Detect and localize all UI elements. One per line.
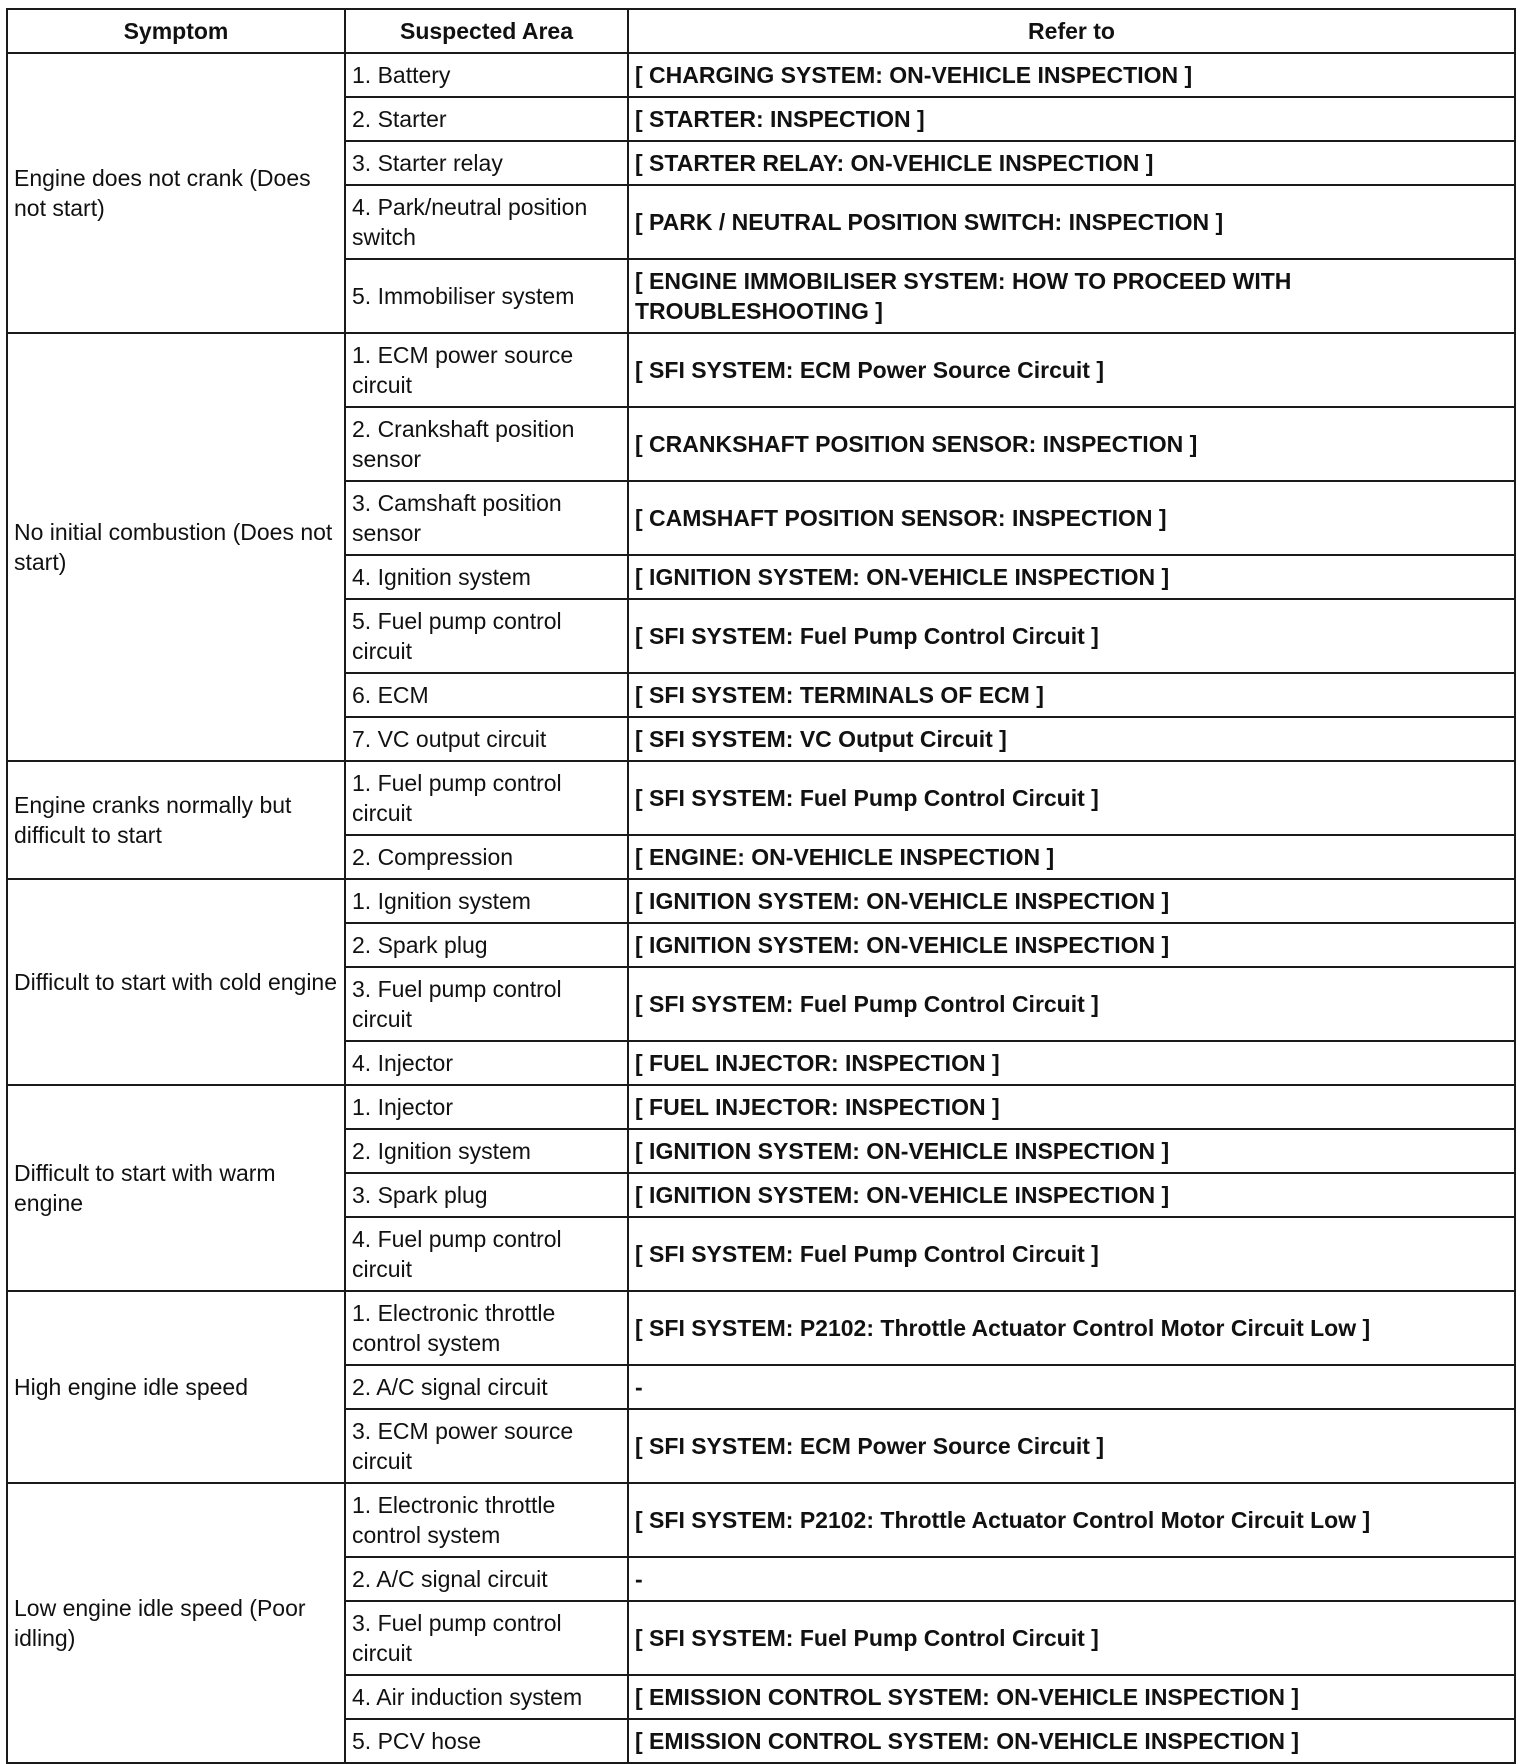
refer-to-cell: [ SFI SYSTEM: VC Output Circuit ] — [628, 717, 1515, 761]
table-row — [7, 1483, 1515, 1557]
suspected-area-cell: 2. A/C signal circuit — [345, 1365, 628, 1409]
suspected-area-cell: 3. Spark plug — [345, 1173, 628, 1217]
table-row — [7, 1085, 1515, 1129]
refer-to-cell: [ SFI SYSTEM: ECM Power Source Circuit ] — [628, 333, 1515, 407]
suspected-area-cell: 3. Starter relay — [345, 141, 628, 185]
suspected-area-cell: 2. Ignition system — [345, 1129, 628, 1173]
suspected-area-cell: 4. Fuel pump control circuit — [345, 1217, 628, 1291]
suspected-area-cell: 1. Battery — [345, 53, 628, 97]
refer-to-cell: [ SFI SYSTEM: Fuel Pump Control Circuit ] — [628, 1217, 1515, 1291]
refer-to-cell: [ IGNITION SYSTEM: ON-VEHICLE INSPECTION ] — [628, 1129, 1515, 1173]
symptom-cell: High engine idle speed — [7, 1291, 345, 1483]
suspected-area-cell: 5. PCV hose — [345, 1719, 628, 1763]
troubleshooting-table — [6, 8, 1516, 1764]
suspected-area-cell: 4. Ignition system — [345, 555, 628, 599]
suspected-area-cell: 4. Injector — [345, 1041, 628, 1085]
suspected-area-cell: 1. Electronic throttle control system — [345, 1291, 628, 1365]
refer-to-cell: [ EMISSION CONTROL SYSTEM: ON-VEHICLE INSPECTION ] — [628, 1675, 1515, 1719]
refer-to-cell: [ ENGINE: ON-VEHICLE INSPECTION ] — [628, 835, 1515, 879]
refer-to-cell: [ SFI SYSTEM: Fuel Pump Control Circuit ] — [628, 967, 1515, 1041]
refer-to-cell: [ ENGINE IMMOBILISER SYSTEM: HOW TO PROCEED WITH TROUBLESHOOTING ] — [628, 259, 1515, 333]
table-row — [7, 53, 1515, 97]
symptom-cell: No initial combustion (Does not start) — [7, 333, 345, 761]
refer-to-cell: [ IGNITION SYSTEM: ON-VEHICLE INSPECTION ] — [628, 923, 1515, 967]
suspected-area-cell: 2. A/C signal circuit — [345, 1557, 628, 1601]
symptom-cell: Difficult to start with cold engine — [7, 879, 345, 1085]
table-body — [7, 53, 1515, 1763]
refer-to-cell: [ IGNITION SYSTEM: ON-VEHICLE INSPECTION ] — [628, 555, 1515, 599]
header-suspected-area: Suspected Area — [345, 9, 628, 53]
refer-to-cell: [ CRANKSHAFT POSITION SENSOR: INSPECTION ] — [628, 407, 1515, 481]
suspected-area-cell: 3. Fuel pump control circuit — [345, 1601, 628, 1675]
suspected-area-cell: 5. Fuel pump control circuit — [345, 599, 628, 673]
table-row — [7, 1291, 1515, 1365]
suspected-area-cell: 3. ECM power source circuit — [345, 1409, 628, 1483]
suspected-area-cell: 3. Camshaft position sensor — [345, 481, 628, 555]
suspected-area-cell: 2. Compression — [345, 835, 628, 879]
refer-to-cell: [ SFI SYSTEM: P2102: Throttle Actuator Control Motor Circuit Low ] — [628, 1291, 1515, 1365]
refer-to-cell: [ FUEL INJECTOR: INSPECTION ] — [628, 1085, 1515, 1129]
table-row — [7, 879, 1515, 923]
refer-to-cell: [ SFI SYSTEM: Fuel Pump Control Circuit ] — [628, 1601, 1515, 1675]
suspected-area-cell: 1. Fuel pump control circuit — [345, 761, 628, 835]
refer-to-cell: [ CAMSHAFT POSITION SENSOR: INSPECTION ] — [628, 481, 1515, 555]
refer-to-cell: [ SFI SYSTEM: ECM Power Source Circuit ] — [628, 1409, 1515, 1483]
symptom-cell: Engine does not crank (Does not start) — [7, 53, 345, 333]
refer-to-cell: - — [628, 1557, 1515, 1601]
refer-to-cell: [ FUEL INJECTOR: INSPECTION ] — [628, 1041, 1515, 1085]
refer-to-cell: [ STARTER: INSPECTION ] — [628, 97, 1515, 141]
symptom-cell: Difficult to start with warm engine — [7, 1085, 345, 1291]
refer-to-cell: - — [628, 1365, 1515, 1409]
suspected-area-cell: 6. ECM — [345, 673, 628, 717]
refer-to-cell: [ SFI SYSTEM: TERMINALS OF ECM ] — [628, 673, 1515, 717]
header-row — [7, 9, 1515, 53]
header-refer-to: Refer to — [628, 9, 1515, 53]
refer-to-cell: [ PARK / NEUTRAL POSITION SWITCH: INSPECTION ] — [628, 185, 1515, 259]
suspected-area-cell: 3. Fuel pump control circuit — [345, 967, 628, 1041]
refer-to-cell: [ CHARGING SYSTEM: ON-VEHICLE INSPECTION ] — [628, 53, 1515, 97]
suspected-area-cell: 1. Injector — [345, 1085, 628, 1129]
suspected-area-cell: 1. Electronic throttle control system — [345, 1483, 628, 1557]
suspected-area-cell: 5. Immobiliser system — [345, 259, 628, 333]
suspected-area-cell: 1. ECM power source circuit — [345, 333, 628, 407]
table-row — [7, 333, 1515, 407]
suspected-area-cell: 2. Crankshaft position sensor — [345, 407, 628, 481]
suspected-area-cell: 2. Spark plug — [345, 923, 628, 967]
header-symptom: Symptom — [7, 9, 345, 53]
suspected-area-cell: 4. Park/neutral position switch — [345, 185, 628, 259]
symptom-cell: Low engine idle speed (Poor idling) — [7, 1483, 345, 1763]
refer-to-cell: [ SFI SYSTEM: Fuel Pump Control Circuit ] — [628, 599, 1515, 673]
table-row — [7, 761, 1515, 835]
suspected-area-cell: 2. Starter — [345, 97, 628, 141]
suspected-area-cell: 1. Ignition system — [345, 879, 628, 923]
symptom-cell: Engine cranks normally but difficult to start — [7, 761, 345, 879]
refer-to-cell: [ IGNITION SYSTEM: ON-VEHICLE INSPECTION ] — [628, 879, 1515, 923]
suspected-area-cell: 4. Air induction system — [345, 1675, 628, 1719]
refer-to-cell: [ IGNITION SYSTEM: ON-VEHICLE INSPECTION ] — [628, 1173, 1515, 1217]
refer-to-cell: [ SFI SYSTEM: Fuel Pump Control Circuit ] — [628, 761, 1515, 835]
refer-to-cell: [ STARTER RELAY: ON-VEHICLE INSPECTION ] — [628, 141, 1515, 185]
refer-to-cell: [ SFI SYSTEM: P2102: Throttle Actuator Control Motor Circuit Low ] — [628, 1483, 1515, 1557]
suspected-area-cell: 7. VC output circuit — [345, 717, 628, 761]
refer-to-cell: [ EMISSION CONTROL SYSTEM: ON-VEHICLE INSPECTION ] — [628, 1719, 1515, 1763]
